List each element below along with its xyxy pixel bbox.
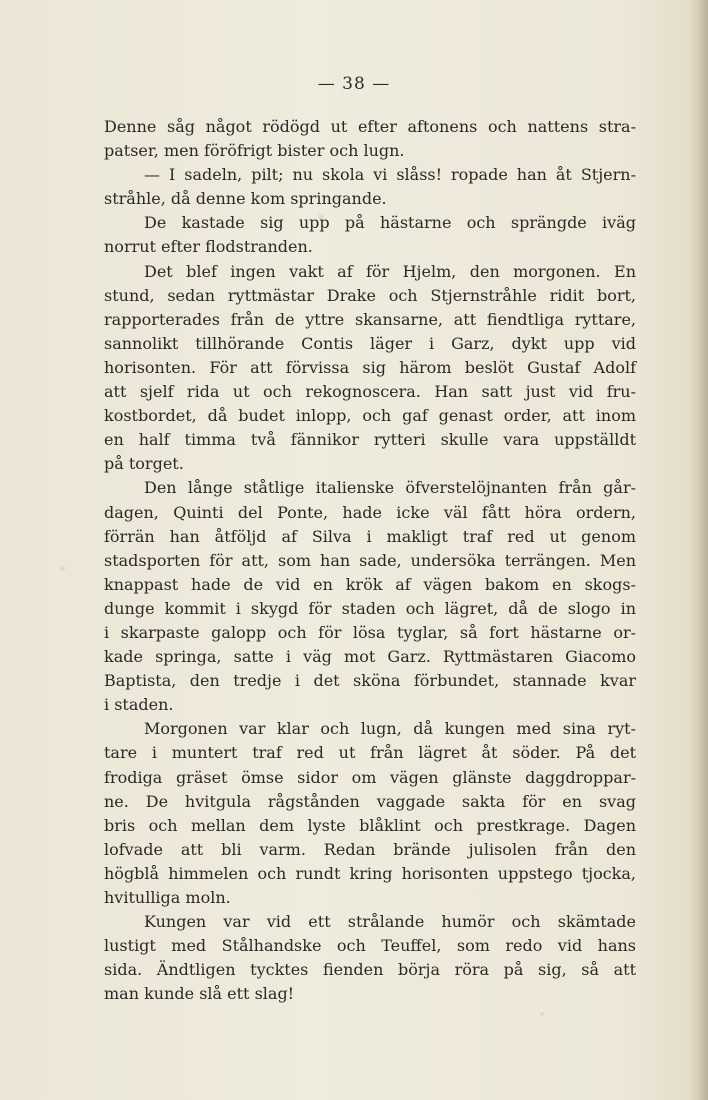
text-line: att sjelf rida ut och rekognoscera. Han satt just vid fru- bbox=[104, 382, 636, 402]
text-line: Det blef ingen vakt af för Hjelm, den morgonen. En bbox=[144, 261, 636, 281]
text-line: sannolikt tillhörande Contis läger i Garz, dykt upp vid bbox=[104, 333, 636, 353]
text-line: knappast hade de vid en krök af vägen bakom en skogs- bbox=[104, 574, 636, 594]
text-line: sida. Ändtligen tycktes fienden börja röra på sig, så att bbox=[104, 960, 636, 980]
text-line: dagen, Quinti del Ponte, hade icke väl fått höra ordern, bbox=[104, 502, 636, 522]
text-line: kade springa, satte i väg mot Garz. Ryttmästaren Giacomo bbox=[104, 647, 636, 667]
text-line: dunge kommit i skygd för staden och lägret, då de slogo in bbox=[104, 598, 636, 618]
text-line: man kunde slå ett slag! bbox=[104, 984, 295, 1004]
text-line: stadsporten för att, som han sade, undersöka terrängen. Men bbox=[104, 550, 636, 570]
text-line: Denne såg något rödögd ut efter aftonens och nattens stra- bbox=[104, 117, 636, 136]
text-line: De kastade sig upp på hästarne och sprängde iväg bbox=[144, 213, 636, 233]
page-number: — 38 — bbox=[317, 74, 391, 94]
text-line: förrän han åtföljd af Silva i makligt traf red ut genom bbox=[104, 526, 636, 546]
text-line: patser, men föröfrigt bister och lugn. bbox=[104, 141, 405, 161]
text-line: tare i muntert traf red ut från lägret åt söder. På det bbox=[104, 743, 636, 763]
text-line: ne. De hvitgula rågstånden vaggade sakta för en svag bbox=[104, 791, 636, 811]
text-line: lofvade att bli varm. Redan brände julisolen från den bbox=[104, 839, 636, 859]
body-text bbox=[104, 115, 636, 1006]
text-line: stråhle, då denne kom springande. bbox=[104, 189, 387, 209]
text-line: på torget. bbox=[104, 454, 184, 474]
text-line: Baptista, den tredje i det sköna förbundet, stannade kvar bbox=[104, 671, 636, 691]
paper-spot bbox=[540, 1012, 544, 1016]
text-line: horisonten. För att förvissa sig härom beslöt Gustaf Adolf bbox=[104, 357, 636, 377]
text-line: bris och mellan dem lyste blåklint och prestkrage. Dagen bbox=[104, 815, 636, 835]
text-line: Den långe ståtlige italienske öfverstelöjnanten från går- bbox=[144, 478, 636, 498]
paper-spot bbox=[60, 566, 65, 571]
text-line: rapporterades från de yttre skansarne, att fiendtliga ryttare, bbox=[104, 309, 636, 329]
text-line: Morgonen var klar och lugn, då kungen med sina ryt- bbox=[144, 719, 636, 739]
text-line: Kungen var vid ett strålande humör och skämtade bbox=[144, 912, 636, 932]
text-line: lustigt med Stålhandske och Teuffel, som redo vid hans bbox=[104, 936, 636, 956]
text-line: högblå himmelen och rundt kring horisonten uppstego tjocka, bbox=[104, 863, 636, 883]
text-line: — I sadeln, pilt; nu skola vi slåss! ropade han åt Stjern- bbox=[144, 165, 636, 185]
text-line: hvitulliga moln. bbox=[104, 888, 231, 907]
text-line: en half timma två fännikor rytteri skulle vara uppställdt bbox=[104, 430, 636, 450]
text-line: i staden. bbox=[104, 695, 174, 715]
text-line: stund, sedan ryttmästar Drake och Stjernstråhle ridit bort, bbox=[104, 285, 636, 305]
text-line: norrut efter flodstranden. bbox=[104, 237, 313, 257]
page-edge bbox=[690, 0, 708, 1100]
text-line: kostbordet, då budet inlopp, och gaf genast order, att inom bbox=[104, 406, 636, 426]
text-line: i skarpaste galopp och för lösa tyglar, så fort hästarne or- bbox=[104, 622, 636, 642]
text-line: frodiga gräset ömse sidor om vägen glänste daggdroppar- bbox=[104, 767, 636, 787]
